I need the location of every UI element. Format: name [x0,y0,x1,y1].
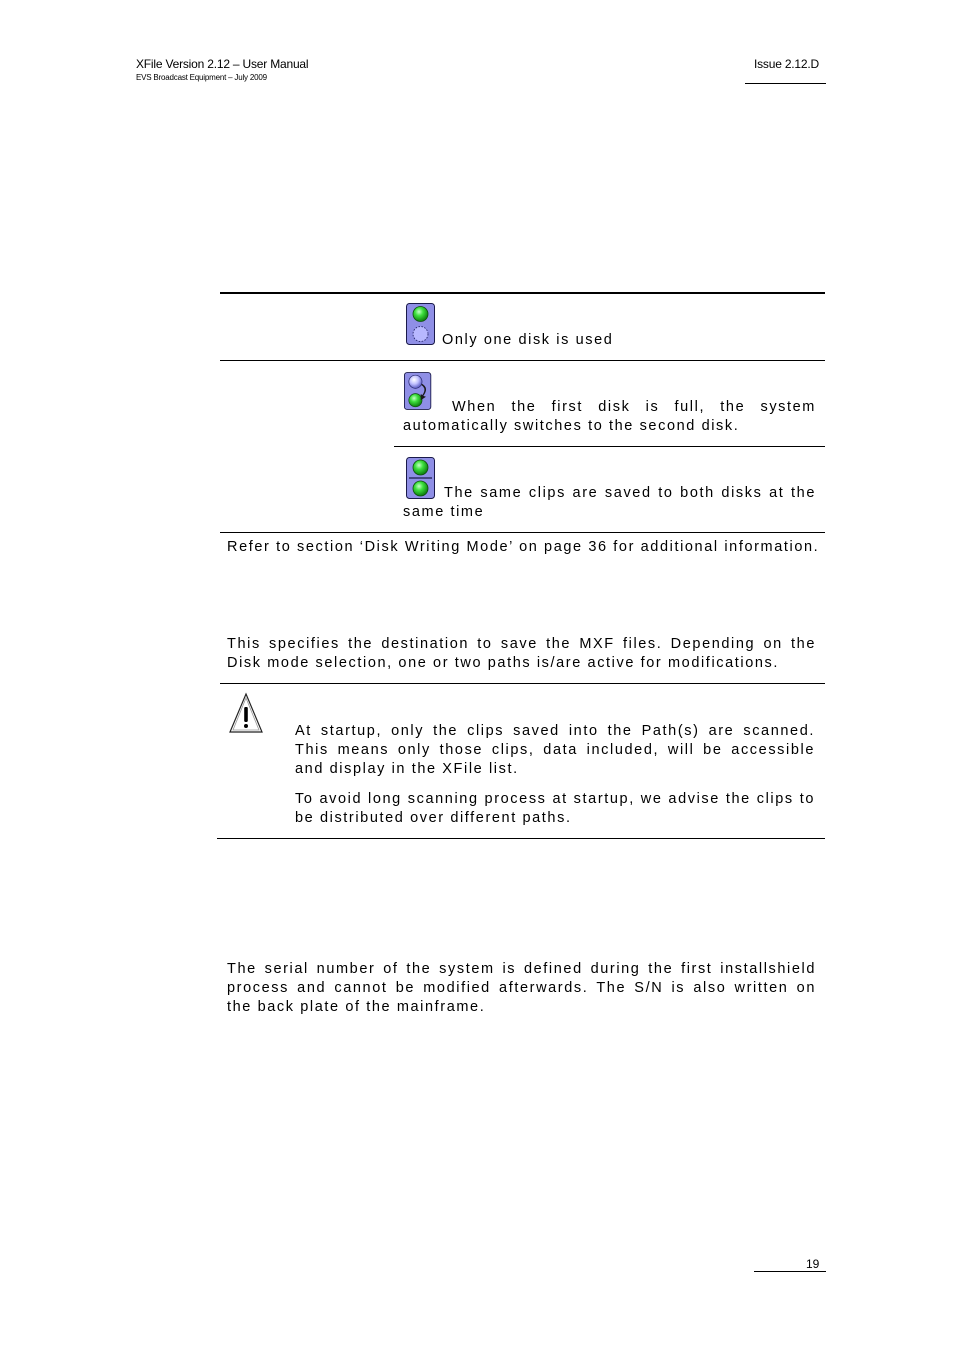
table-subrow-rule [394,446,825,447]
warning-icon [228,692,264,734]
single-disk-text: Only one disk is used [442,332,614,348]
note-top-rule [220,683,825,684]
header-title: XFile Version 2.12 – User Manual [136,57,309,71]
header-issue: Issue 2.12.D [754,57,819,71]
single-disk-icon [406,303,435,345]
table-row-rule [220,360,825,361]
page-number: 19 [806,1257,820,1271]
table-top-rule [220,292,825,294]
cascade-disk-text: When the first disk is full, the system automatically switches to the second disk. [403,399,816,434]
header-rule [745,83,826,84]
path-paragraph: This specifies the destination to save the MXF files. Depending on the Disk mode selection, one or two paths is/are active for modifications. [227,636,816,671]
footer-rule [754,1271,826,1272]
serial-paragraph: The serial number of the system is defined during the first installshield process and cannot be modified afterwards. The S/N is also written on the back plate of the mainframe. [227,961,816,1015]
table-bottom-rule [220,532,825,533]
refer-paragraph: Refer to section ‘Disk Writing Mode’ on page 36 for additional information. [227,539,820,555]
warning-paragraph-2: To avoid long scanning process at startup, we advise the clips to be distributed over different paths. [295,791,815,826]
note-bottom-rule [217,838,825,839]
header-subtitle: EVS Broadcast Equipment – July 2009 [136,73,267,82]
mirror-disk-text: The same clips are saved to both disks at the same time [403,485,816,520]
warning-paragraph-1: At startup, only the clips saved into the Path(s) are scanned. This means only those clips, data included, will be accessible and display in the XFile list. [295,723,815,777]
